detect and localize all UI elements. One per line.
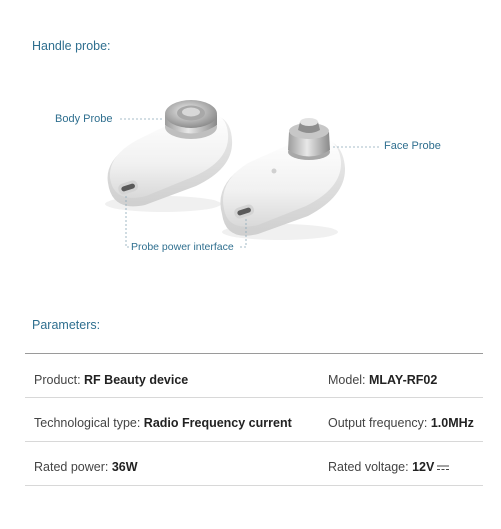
body-probe-label: Body Probe xyxy=(55,113,113,125)
product-cell xyxy=(34,373,188,387)
rated-voltage-value: 12V xyxy=(412,460,435,474)
rated-power-cell xyxy=(34,460,138,474)
body-probe-device xyxy=(105,100,232,212)
rated-voltage-cell xyxy=(328,460,449,474)
output-frequency-cell xyxy=(328,416,474,430)
model-value: MLAY-RF02 xyxy=(369,373,438,387)
row-divider xyxy=(25,485,483,486)
row-divider xyxy=(25,397,483,398)
rated-power-label: Rated power: xyxy=(34,460,112,474)
output-frequency-label: Output frequency: xyxy=(328,416,431,430)
parameters-title: Parameters: xyxy=(32,318,101,332)
model-cell xyxy=(328,373,437,387)
face-probe-label: Face Probe xyxy=(384,140,441,152)
body-probe-head xyxy=(165,100,217,139)
tech-type-value: Radio Frequency current xyxy=(143,416,292,430)
rated-voltage-label: Rated voltage: xyxy=(328,460,413,474)
tech-type-label: Technological type: xyxy=(34,416,144,430)
rated-power-value: 36W xyxy=(111,460,138,474)
face-probe-device xyxy=(220,118,345,240)
tech-type-cell xyxy=(34,416,292,430)
face-probe-head xyxy=(288,118,330,160)
dc-symbol-icon xyxy=(437,465,449,471)
product-label: Product: xyxy=(34,373,85,387)
handle-probe-title: Handle probe: xyxy=(32,39,111,53)
model-label: Model: xyxy=(328,373,369,387)
probe-power-interface-label: Probe power interface xyxy=(131,241,234,253)
table-top-divider xyxy=(25,353,483,354)
row-divider xyxy=(25,441,483,442)
product-value: RF Beauty device xyxy=(84,373,189,387)
output-frequency-value: 1.0MHz xyxy=(430,416,474,430)
